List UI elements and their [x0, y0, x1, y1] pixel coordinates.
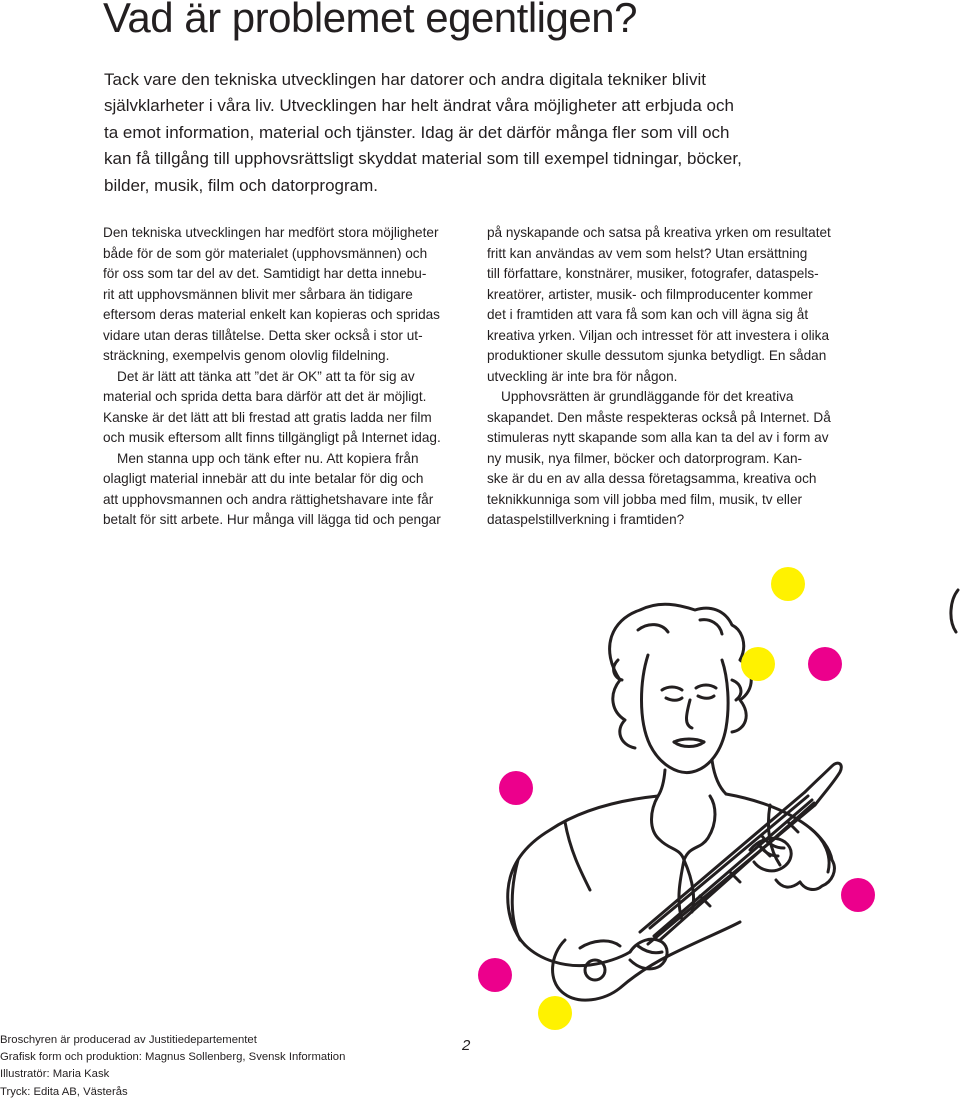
- body-line: för oss som tar del av det. Samtidigt har detta innebu-: [103, 266, 427, 281]
- page-heading: Vad är problemet egentligen?: [103, 0, 637, 41]
- body-line: Det är lätt att tänka att ”det är OK” att ta för sig av: [117, 368, 415, 384]
- body-line: både för de som gör materialet (upphovsmännen) och: [103, 245, 428, 261]
- body-line: kreativa yrken. Viljan och intresset för att investera i olika: [487, 327, 830, 343]
- cravat: [652, 796, 716, 860]
- body-line: Upphovsrätten är grundläggande för det kreativa: [501, 389, 794, 404]
- intro-line: kan få tillgång till upphovsrättsligt skyddat material som till exempel tidningar, böcker,: [104, 149, 742, 169]
- magenta-dot: [499, 771, 533, 805]
- body-line: till författare, konstnärer, musiker, fotografer, dataspels-: [487, 266, 819, 281]
- intro-line: självklarheter i våra liv. Utvecklingen har helt ändrat våra möjligheter att erbjuda och: [104, 96, 734, 116]
- coat-outline: [508, 796, 658, 945]
- body-line: Men stanna upp och tänk efter nu. Att kopiera från: [117, 450, 419, 466]
- yellow-dot: [771, 567, 805, 601]
- body-line: ske är du en av alla dessa företagsamma, kreativa och: [487, 471, 817, 486]
- magenta-dot: [478, 958, 512, 992]
- intro-paragraph: [104, 67, 864, 199]
- body-line: vidare utan deras tillåtelse. Detta sker också i stor ut-: [103, 327, 423, 343]
- body-line: och musik eftersom allt finns tillgängligt på Internet idag.: [103, 430, 441, 445]
- body-line: material och sprida detta bara därför att det är möjligt.: [103, 389, 427, 404]
- body-line: Den tekniska utvecklingen har medfört stora möjligheter: [103, 225, 439, 240]
- wig-outline: [610, 604, 752, 732]
- body-line: dataspelstillverkning i framtiden?: [487, 512, 685, 527]
- body-line: Kanske är det lätt att bli frestad att gratis ladda ner film: [103, 409, 432, 425]
- body-line: rit att upphovsmännen blivit mer sårbara än tidigare: [103, 286, 413, 302]
- credit-line: Tryck: Edita AB, Västerås: [0, 1085, 128, 1098]
- lute-neck: [640, 792, 805, 932]
- body-line: kreatörer, artister, musik- och filmproducenter kommer: [487, 286, 813, 302]
- left-column-text: [103, 223, 475, 531]
- body-line: utveckling är inte bra för någon.: [487, 368, 678, 384]
- right-column-text: [487, 223, 859, 531]
- body-line: på nyskapande och satsa på kreativa yrken om resultatet: [487, 225, 831, 240]
- intro-line: bilder, musik, film och datorprogram.: [104, 175, 378, 195]
- decorative-dots: [478, 567, 875, 1030]
- credit-line: Broschyren är producerad av Justitiedepartementet: [0, 1034, 257, 1046]
- body-line: att upphovsmannen och andra rättighetshavare inte får: [103, 491, 434, 507]
- body-line: produktioner skulle dessutom sjunka betydligt. En sådan: [487, 348, 827, 363]
- lute-player-illustration: [470, 560, 960, 1030]
- body-line: det i framtiden att vara få som kan och vill ägna sig åt: [487, 307, 809, 322]
- body-line: fritt kan användas av vem som helst? Utan ersättning: [487, 245, 808, 261]
- credit-line: Illustratör: Maria Kask: [0, 1068, 110, 1081]
- lute-body: [553, 922, 740, 1000]
- yellow-dot: [741, 647, 775, 681]
- intro-line: ta emot information, material och tjänster. Idag är det därför många fler som vill och: [104, 122, 730, 142]
- body-line: teknikkunniga som vill jobba med film, musik, tv eller: [487, 491, 803, 507]
- body-line: skapandet. Den måste respekteras också på Internet. Då: [487, 409, 831, 425]
- intro-line: Tack vare den tekniska utvecklingen har datorer och andra digitala tekniker blivit: [104, 70, 706, 89]
- body-line: betalt för sitt arbete. Hur många vill lägga tid och pengar: [103, 512, 441, 527]
- magenta-dot: [808, 647, 842, 681]
- body-line: eftersom deras material enkelt kan kopieras och spridas: [103, 307, 440, 322]
- magenta-dot: [841, 878, 875, 912]
- body-line: stimuleras nytt skapande som alla kan ta del av i form av: [487, 430, 829, 445]
- credits-block: [0, 1032, 345, 1101]
- credit-line: Grafisk form och produktion: Magnus Sollenberg, Svensk Information: [0, 1051, 346, 1064]
- body-line: ny musik, nya filmer, böcker och datorprogram. Kan-: [487, 450, 803, 466]
- body-line: sträckning, exempelvis genom olovlig fildelning.: [103, 348, 390, 363]
- page-number: 2: [462, 1037, 471, 1054]
- face-outline: [642, 655, 729, 773]
- yellow-dot: [538, 996, 572, 1030]
- body-line: olagligt material innebär att du inte betalar för dig och: [103, 471, 424, 486]
